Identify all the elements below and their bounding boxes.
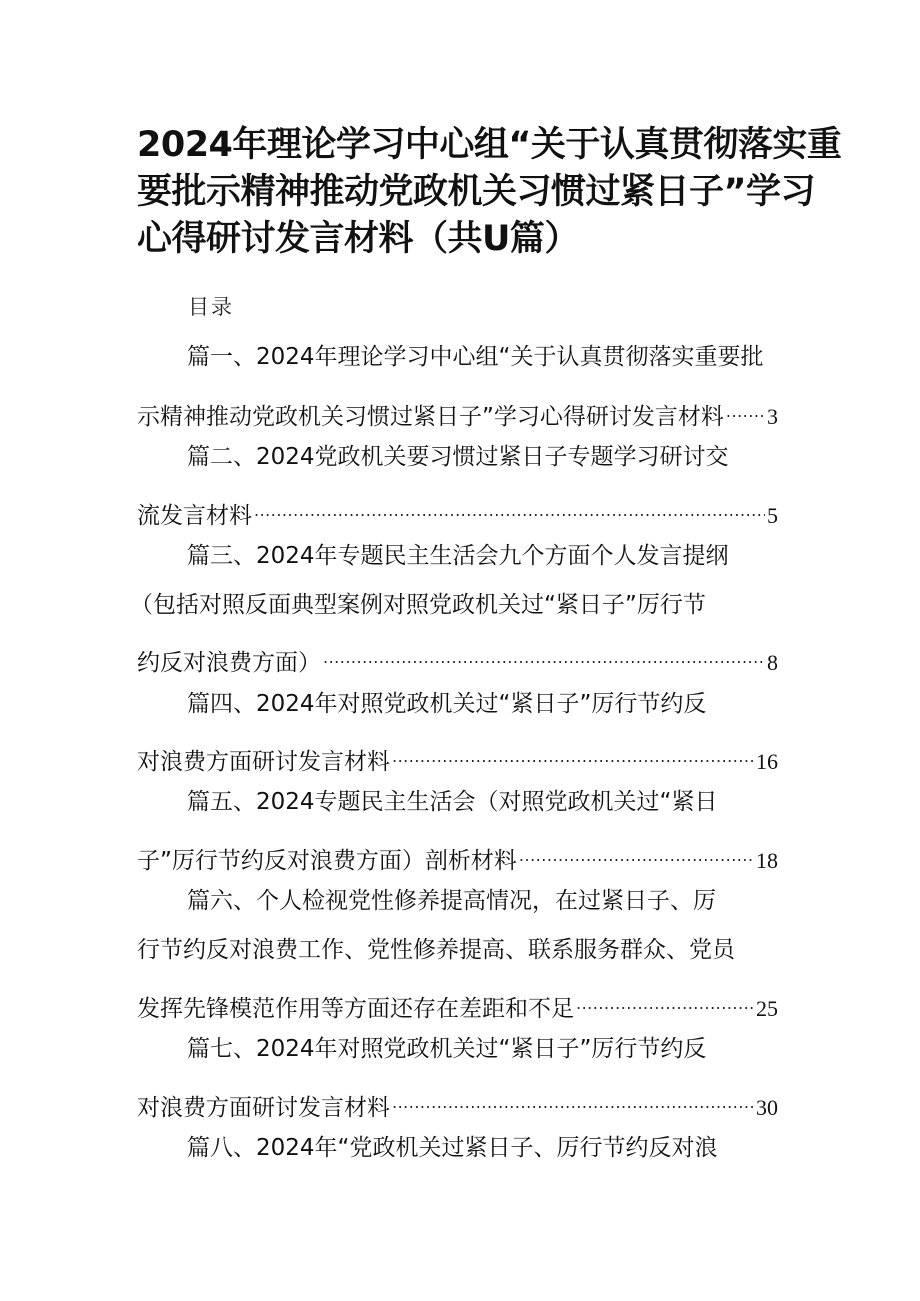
toc-entry-1-line-1[interactable]: 篇一、2024年理论学习中心组“关于认真贯彻落实重要批 bbox=[187, 344, 764, 370]
toc-entry-1-page: 3 bbox=[767, 404, 778, 429]
toc-entry-7-line-2: 对浪费方面研讨发言材料 bbox=[137, 1095, 390, 1121]
toc-entry-4-line-1[interactable]: 篇四、2024年对照党政机关过“紧日子”厉行节约反 bbox=[187, 691, 707, 717]
toc-entry-7-page: 30 bbox=[756, 1095, 778, 1120]
toc-leader-dots bbox=[576, 984, 754, 1016]
toc-entry-6-line-2[interactable]: 行节约反对浪费工作、党性修养提高、联系服务群众、党员 bbox=[137, 937, 735, 963]
toc-leader-dots bbox=[254, 491, 765, 523]
toc-entry-5-last-line[interactable] bbox=[137, 836, 778, 877]
toc-entry-2-line-2: 流发言材料 bbox=[137, 503, 252, 529]
toc-entry-2-page: 5 bbox=[767, 503, 778, 528]
toc-entry-2-line-1[interactable]: 篇二、2024党政机关要习惯过紧日子专题学习研讨交 bbox=[187, 444, 729, 470]
toc-heading: 目录 bbox=[188, 295, 234, 319]
toc-leader-dots bbox=[726, 392, 765, 424]
toc-leader-dots bbox=[392, 737, 754, 769]
toc-entry-1-last-line[interactable] bbox=[137, 392, 778, 433]
toc-entry-1-line-2: 示精神推动党政机关习惯过紧日子”学习心得研讨发言材料 bbox=[137, 404, 724, 430]
toc-entry-4-page: 16 bbox=[756, 749, 778, 774]
toc-entry-6-line-1[interactable]: 篇六、个人检视党性修养提高情况，在过紧日子、厉 bbox=[187, 888, 716, 914]
toc-entry-6-page: 25 bbox=[756, 996, 778, 1021]
document-title-line: 2024年理论学习中心组“关于认真贯彻落实重 bbox=[137, 125, 842, 165]
toc-entry-6-last-line[interactable] bbox=[137, 984, 778, 1025]
toc-entry-5-line-2: 子”厉行节约反对浪费方面）剖析材料 bbox=[137, 848, 517, 874]
toc-entry-8-line-1[interactable]: 篇八、2024年“党政机关过紧日子、厉行节约反对浪 bbox=[187, 1135, 718, 1161]
toc-entry-3-line-1[interactable]: 篇三、2024年专题民主生活会九个方面个人发言提纲 bbox=[187, 543, 729, 569]
toc-leader-dots bbox=[519, 836, 754, 868]
toc-entry-3-last-line[interactable] bbox=[137, 638, 778, 679]
toc-entry-5-line-1[interactable]: 篇五、2024专题民主生活会（对照党政机关过“紧日 bbox=[187, 789, 718, 815]
toc-entry-4-last-line[interactable] bbox=[137, 737, 778, 778]
toc-entry-2-last-line[interactable] bbox=[137, 491, 778, 532]
toc-entry-5-page: 18 bbox=[756, 848, 778, 873]
document-title-line: 要批示精神推动党政机关习惯过紧日子”学习 bbox=[137, 172, 816, 212]
document-title-line: 心得研讨发言材料（共U篇） bbox=[137, 219, 579, 259]
toc-entry-3-page: 8 bbox=[767, 650, 778, 675]
toc-entry-3-line-2[interactable]: （包括对照反面典型案例对照党政机关过“紧日子”厉行节 bbox=[130, 592, 706, 618]
document-title bbox=[137, 122, 842, 263]
toc-entry-7-last-line[interactable] bbox=[137, 1083, 778, 1124]
toc-leader-dots bbox=[392, 1083, 754, 1115]
toc-entry-4-line-2: 对浪费方面研讨发言材料 bbox=[137, 749, 390, 775]
toc-entry-6-line-3: 发挥先锋模范作用等方面还存在差距和不足 bbox=[137, 996, 574, 1022]
toc-entry-3-line-3: 约反对浪费方面） bbox=[137, 650, 321, 676]
toc-entry-7-line-1[interactable]: 篇七、2024年对照党政机关过“紧日子”厉行节约反 bbox=[187, 1036, 707, 1062]
toc-leader-dots bbox=[323, 638, 765, 670]
